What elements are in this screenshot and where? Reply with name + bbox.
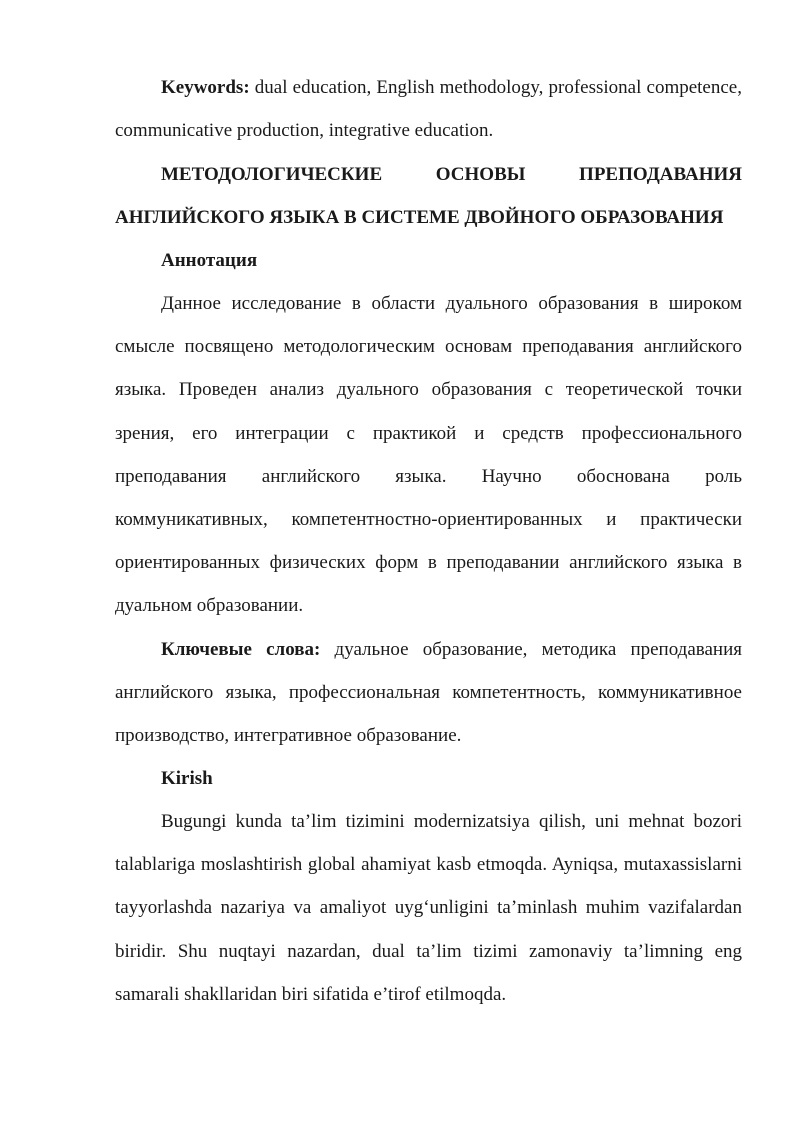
annotation-paragraph: Данное исследование в области дуального образования в широком смысле посвящено методологическим основам преподавания английского языка. Проведен анализ дуального образования с теоретической точки зрения, его интеграции с практикой и средств профессионального преподавания английского языка. Научно обоснована роль коммуникативных, компетентностно-ориентированных и практически ориентированных физических форм в преподавании английского языка в дуальном образовании. [115,293,742,617]
keywords-ru-paragraph [115,628,742,758]
russian-title-line-1 [115,153,742,196]
keywords-en-text: dual education, English methodology, professional competence, communicative production, integrative education. [115,77,742,142]
russian-title [115,153,742,239]
keywords-ru-text: дуальное образование, методика преподавания английского языка, профессиональная компетентность, коммуникативное производство, интегративное образование. [115,639,743,747]
russian-title-line-2: АНГЛИЙСКОГО ЯЗЫКА В СИСТЕМЕ ДВОЙНОГО ОБРАЗОВАНИЯ [115,207,724,228]
title-word-1: МЕТОДОЛОГИЧЕСКИЕ [161,164,383,185]
title-word-3: ПРЕПОДАВАНИЯ [579,164,742,185]
keywords-ru-label: Ключевые слова: [161,639,321,660]
keywords-en-paragraph [115,66,742,152]
keywords-en-label: Keywords: [161,77,250,98]
title-word-2: ОСНОВЫ [435,164,526,185]
intro-heading: Kirish [161,768,213,789]
annotation-heading: Аннотация [161,250,258,271]
intro-paragraph: Bugungi kunda ta’lim tizimini modernizatsiya qilish, uni mehnat bozori talablariga moslashtirish global ahamiyat kasb etmoqda. Ayniqsa, mutaxassislarni tayyorlashda nazariya va amaliyot uyg‘unligini ta’minlash muhim vazifalardan biridir. Shu nuqtayi nazardan, dual ta’lim tizimi zamonaviy ta’limning eng samarali shakllaridan biri sifatida e’tirof etilmoqda. [115,811,742,1005]
